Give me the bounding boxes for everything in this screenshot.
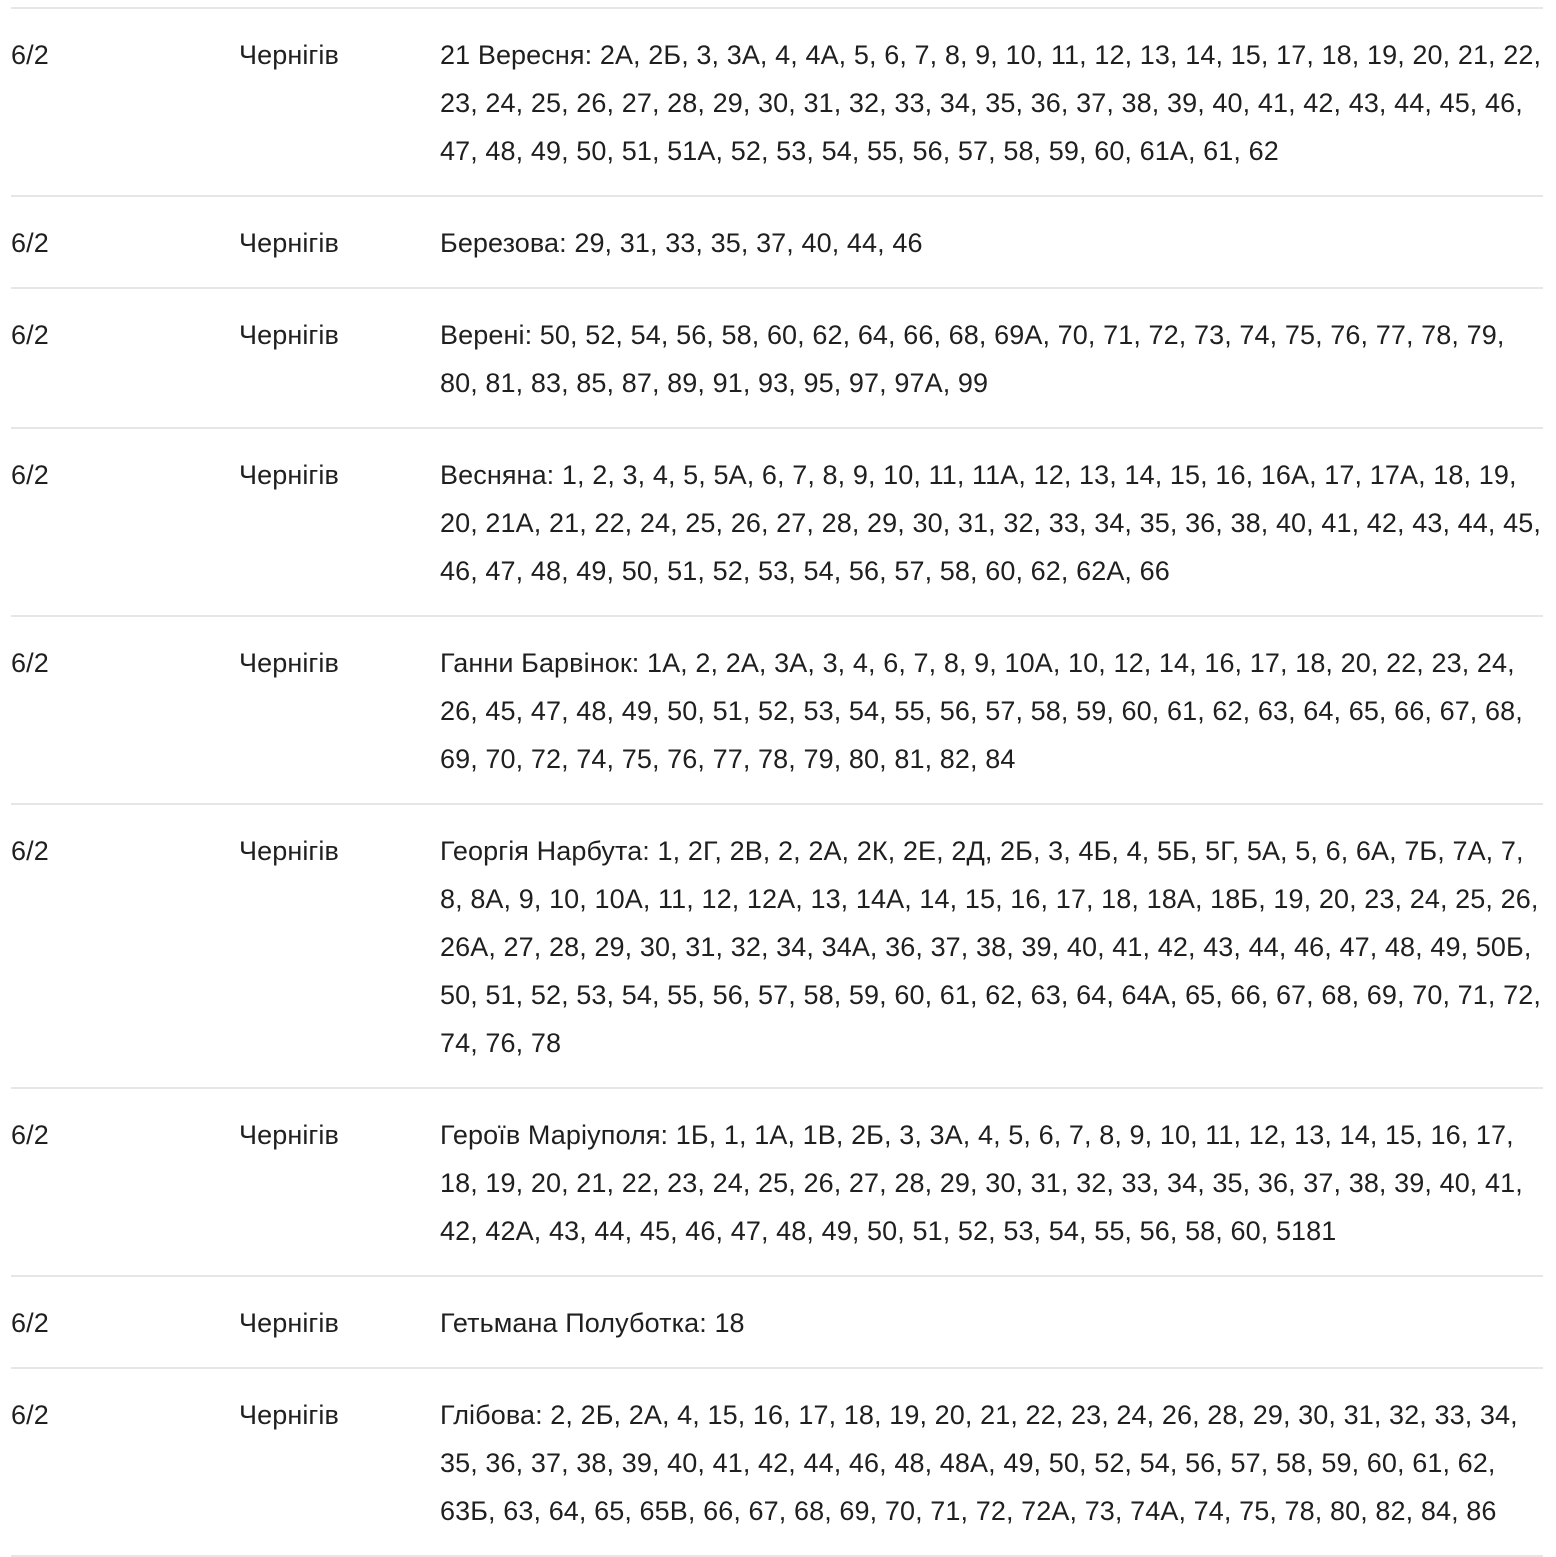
queue-cell: 6/2 — [11, 1120, 49, 1150]
address-cell: Глібова: 2, 2Б, 2А, 4, 15, 16, 17, 18, 19, 20, 21, 22, 23, 24, 26, 28, 29, 30, 31, 32, 33, 34, 35, 36, 37, 38, 39, 40, 41, 42, 44, 46, 48, 48А, 49, 50, 52, 54, 56, 57, 58, 59, 60, 61, 62, 63Б, 63, 64, 65, 65В, 66, 67, 68, 69, 70, 71, 72, 72А, 73, 74А, 74, 75, 78, 80, 82, 84, 86 — [440, 1400, 1518, 1526]
city-cell: Чернігів — [239, 460, 339, 490]
address-cell: Георгія Нарбута: 1, 2Г, 2В, 2, 2А, 2К, 2Е, 2Д, 2Б, 3, 4Б, 4, 5Б, 5Г, 5А, 5, 6, 6А, 7Б, 7А, 7, 8, 8А, 9, 10, 10А, 11, 12, 12А, 13, 14А, 14, 15, 16, 17, 18, 18А, 18Б, 19, 20, 23, 24, 25, 26, 26А, 27, 28, 29, 30, 31, 32, 34, 34А, 36, 37, 38, 39, 40, 41, 42, 43, 44, 46, 47, 48, 49, 50Б, 50, 51, 52, 53, 54, 55, 56, 57, 58, 59, 60, 61, 62, 63, 64, 64А, 65, 66, 67, 68, 69, 70, 71, 72, 74, 76, 78 — [440, 836, 1541, 1058]
table-row — [11, 805, 1543, 1089]
table-row — [11, 289, 1543, 429]
city-cell: Чернігів — [239, 1120, 339, 1150]
city-cell: Чернігів — [239, 1400, 339, 1430]
table-row — [11, 1089, 1543, 1277]
address-cell: Верені: 50, 52, 54, 56, 58, 60, 62, 64, 66, 68, 69А, 70, 71, 72, 73, 74, 75, 76, 77, 78, 79, 80, 81, 83, 85, 87, 89, 91, 93, 95, 97, 97А, 99 — [440, 320, 1505, 398]
queue-cell: 6/2 — [11, 228, 49, 258]
table-row — [11, 1277, 1543, 1369]
queue-cell: 6/2 — [11, 40, 49, 70]
city-cell: Чернігів — [239, 40, 339, 70]
queue-cell: 6/2 — [11, 1308, 49, 1338]
city-cell: Чернігів — [239, 320, 339, 350]
outage-schedule-table — [11, 7, 1543, 1557]
queue-cell: 6/2 — [11, 1400, 49, 1430]
table-row — [11, 9, 1543, 197]
address-cell: Ганни Барвінок: 1А, 2, 2А, 3А, 3, 4, 6, 7, 8, 9, 10А, 10, 12, 14, 16, 17, 18, 20, 22, 23, 24, 26, 45, 47, 48, 49, 50, 51, 52, 53, 54, 55, 56, 57, 58, 59, 60, 61, 62, 63, 64, 65, 66, 67, 68, 69, 70, 72, 74, 75, 76, 77, 78, 79, 80, 81, 82, 84 — [440, 648, 1523, 774]
city-cell: Чернігів — [239, 836, 339, 866]
queue-cell: 6/2 — [11, 320, 49, 350]
table-row — [11, 429, 1543, 617]
city-cell: Чернігів — [239, 1308, 339, 1338]
queue-cell: 6/2 — [11, 460, 49, 490]
address-cell: Весняна: 1, 2, 3, 4, 5, 5А, 6, 7, 8, 9, 10, 11, 11А, 12, 13, 14, 15, 16, 16А, 17, 17А, 18, 19, 20, 21А, 21, 22, 24, 25, 26, 27, 28, 29, 30, 31, 32, 33, 34, 35, 36, 38, 40, 41, 42, 43, 44, 45, 46, 47, 48, 49, 50, 51, 52, 53, 54, 56, 57, 58, 60, 62, 62А, 66 — [440, 460, 1541, 586]
city-cell: Чернігів — [239, 228, 339, 258]
address-cell: 21 Вересня: 2А, 2Б, 3, 3А, 4, 4А, 5, 6, 7, 8, 9, 10, 11, 12, 13, 14, 15, 17, 18, 19, 20, 21, 22, 23, 24, 25, 26, 27, 28, 29, 30, 31, 32, 33, 34, 35, 36, 37, 38, 39, 40, 41, 42, 43, 44, 45, 46, 47, 48, 49, 50, 51, 51А, 52, 53, 54, 55, 56, 57, 58, 59, 60, 61А, 61, 62 — [440, 40, 1542, 166]
table-row — [11, 197, 1543, 289]
table-row — [11, 617, 1543, 805]
queue-cell: 6/2 — [11, 648, 49, 678]
address-cell: Березова: 29, 31, 33, 35, 37, 40, 44, 46 — [440, 228, 923, 258]
address-cell: Гетьмана Полуботка: 18 — [440, 1308, 745, 1338]
queue-cell: 6/2 — [11, 836, 49, 866]
city-cell: Чернігів — [239, 648, 339, 678]
address-cell: Героїв Маріуполя: 1Б, 1, 1А, 1В, 2Б, 3, 3А, 4, 5, 6, 7, 8, 9, 10, 11, 12, 13, 14, 15, 16, 17, 18, 19, 20, 21, 22, 23, 24, 25, 26, 27, 28, 29, 30, 31, 32, 33, 34, 35, 36, 37, 38, 39, 40, 41, 42, 42А, 43, 44, 45, 46, 47, 48, 49, 50, 51, 52, 53, 54, 55, 56, 58, 60, 5181 — [440, 1120, 1523, 1246]
table-row — [11, 1369, 1543, 1557]
